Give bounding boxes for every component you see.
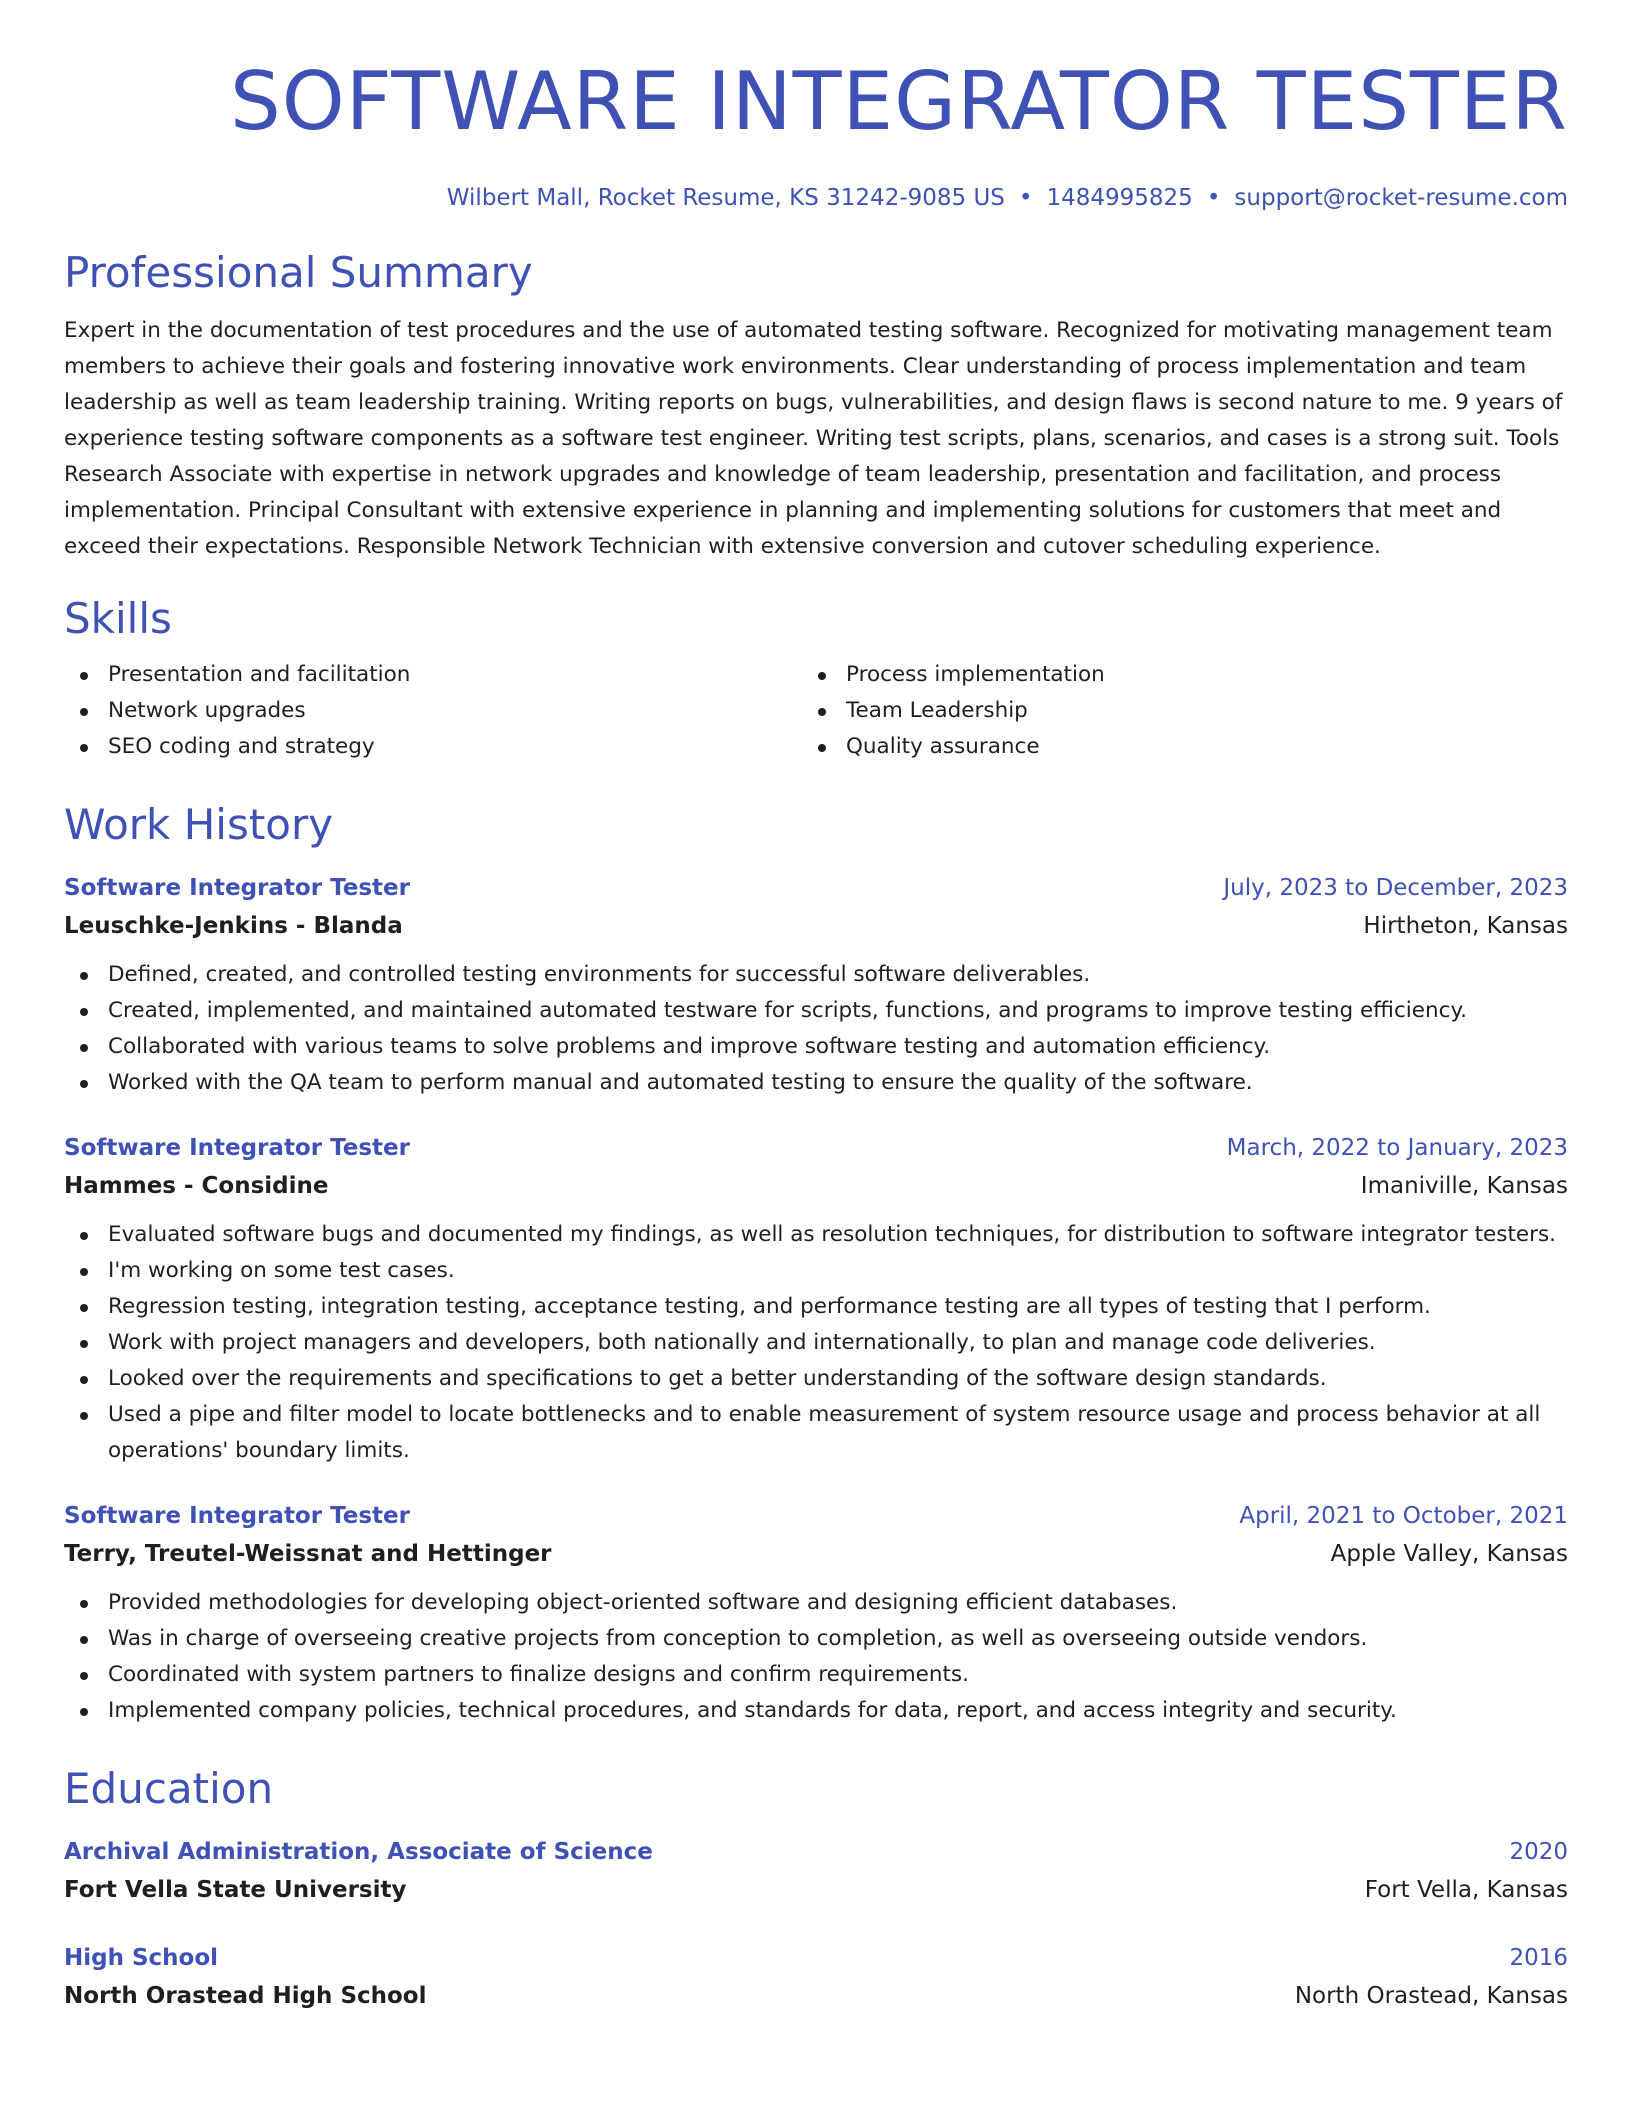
skill-item: Team Leadership [802, 693, 1540, 729]
job-bullet: Collaborated with various teams to solve problems and improve software testing and automation efficiency. [64, 1029, 1568, 1065]
job-bullet: I'm working on some test cases. [64, 1253, 1568, 1289]
job-bullet: Created, implemented, and maintained automated testware for scripts, functions, and programs to improve testing efficiency. [64, 993, 1568, 1029]
work-history-section [64, 799, 1568, 1729]
education-subheader [64, 1871, 1568, 1909]
education-subheader [64, 1977, 1568, 2015]
job-subheader [64, 1167, 1568, 1205]
education-header [64, 1835, 1568, 1869]
job-bullets [64, 1217, 1568, 1469]
summary-section [64, 247, 1568, 565]
job-location: Imaniville, Kansas [1360, 1173, 1568, 1199]
education-school: North Orastead High School [64, 1983, 427, 2009]
job-role: Software Integrator Tester [64, 875, 410, 901]
job-bullet: Provided methodologies for developing object-oriented software and designing efficient databases. [64, 1585, 1568, 1621]
education-degree: High School [64, 1945, 219, 1971]
job-bullet: Evaluated software bugs and documented my findings, as well as resolution techniques, for distribution to software integrator testers. [64, 1217, 1568, 1253]
skills-columns [64, 657, 1568, 765]
education-header [64, 1941, 1568, 1975]
education-section [64, 1763, 1568, 2015]
job-entry [64, 1131, 1568, 1469]
education-year: 2020 [1509, 1839, 1568, 1865]
job-bullet: Was in charge of overseeing creative projects from conception to completion, as well as overseeing outside vendors. [64, 1621, 1568, 1657]
education-year: 2016 [1509, 1945, 1568, 1971]
job-bullets [64, 1585, 1568, 1729]
skill-item: Quality assurance [802, 729, 1540, 765]
candidate-name: SOFTWARE INTEGRATOR TESTER [230, 55, 1568, 148]
contact-line [64, 182, 1568, 214]
job-entry [64, 871, 1568, 1101]
job-bullets [64, 957, 1568, 1101]
skill-item: SEO coding and strategy [64, 729, 802, 765]
skills-section [64, 593, 1568, 765]
job-subheader [64, 1535, 1568, 1573]
skills-title: Skills [64, 594, 172, 643]
job-location: Hirtheton, Kansas [1363, 913, 1568, 939]
phone-text: 1484995825 [1046, 185, 1193, 211]
job-dates: March, 2022 to January, 2023 [1226, 1135, 1568, 1161]
job-subheader [64, 907, 1568, 945]
job-company: Hammes - Considine [64, 1173, 329, 1199]
contact-separator: • [1018, 185, 1033, 211]
skill-item: Network upgrades [64, 693, 802, 729]
work-history-title: Work History [64, 800, 334, 849]
contact-separator: • [1206, 185, 1221, 211]
job-bullet: Worked with the QA team to perform manual and automated testing to ensure the quality of the software. [64, 1065, 1568, 1101]
email-link[interactable]: support@rocket-resume.com [1234, 185, 1568, 211]
address-text: Wilbert Mall, Rocket Resume, KS 31242-9085 US [446, 185, 1005, 211]
job-bullet: Coordinated with system partners to finalize designs and confirm requirements. [64, 1657, 1568, 1693]
job-dates: April, 2021 to October, 2021 [1239, 1503, 1568, 1529]
summary-text: Expert in the documentation of test procedures and the use of automated testing software. Recognized for motivating management team members to achieve their goals and fostering innovative work environments. Clear understanding of process implementation and team leadership as well as team leadership training. Writing reports on bugs, vulnerabilities, and design flaws is second nature to me. 9 years of experience testing software components as a software test engineer. Writing test scripts, plans, scenarios, and cases is a strong suit. Tools Research Associate with expertise in network upgrades and knowledge of team leadership, presentation and facilitation, and process implementation. Principal Consultant with extensive experience in planning and implementing solutions for customers that meet and exceed their expectations. Responsible Network Technician with extensive conversion and cutover scheduling experience. [64, 318, 1563, 559]
education-title: Education [64, 1764, 274, 1813]
job-header [64, 1131, 1568, 1165]
education-school: Fort Vella State University [64, 1877, 407, 1903]
job-header [64, 871, 1568, 905]
job-entry [64, 1499, 1568, 1729]
education-entry [64, 1941, 1568, 2015]
education-location: North Orastead, Kansas [1294, 1983, 1568, 2009]
job-bullet: Regression testing, integration testing, acceptance testing, and performance testing are all types of testing that I perform. [64, 1289, 1568, 1325]
job-location: Apple Valley, Kansas [1330, 1541, 1568, 1567]
skills-right-list [802, 657, 1540, 765]
job-role: Software Integrator Tester [64, 1503, 410, 1529]
job-bullet: Defined, created, and controlled testing environments for successful software deliverables. [64, 957, 1568, 993]
job-bullet: Implemented company policies, technical procedures, and standards for data, report, and access integrity and security. [64, 1693, 1568, 1729]
job-company: Leuschke-Jenkins - Blanda [64, 913, 403, 939]
education-entry [64, 1835, 1568, 1909]
skills-left-list [64, 657, 802, 765]
job-bullet: Used a pipe and filter model to locate bottlenecks and to enable measurement of system resource usage and process behavior at all operations' boundary limits. [64, 1397, 1568, 1469]
education-location: Fort Vella, Kansas [1364, 1877, 1568, 1903]
job-role: Software Integrator Tester [64, 1135, 410, 1161]
education-degree: Archival Administration, Associate of Science [64, 1839, 653, 1865]
skill-item: Presentation and facilitation [64, 657, 802, 693]
job-dates: July, 2023 to December, 2023 [1223, 875, 1568, 901]
job-bullet: Looked over the requirements and specifications to get a better understanding of the software design standards. [64, 1361, 1568, 1397]
job-header [64, 1499, 1568, 1533]
job-bullet: Work with project managers and developers, both nationally and internationally, to plan and manage code deliveries. [64, 1325, 1568, 1361]
job-company: Terry, Treutel-Weissnat and Hettinger [64, 1541, 552, 1567]
skill-item: Process implementation [802, 657, 1540, 693]
summary-title: Professional Summary [64, 248, 533, 297]
